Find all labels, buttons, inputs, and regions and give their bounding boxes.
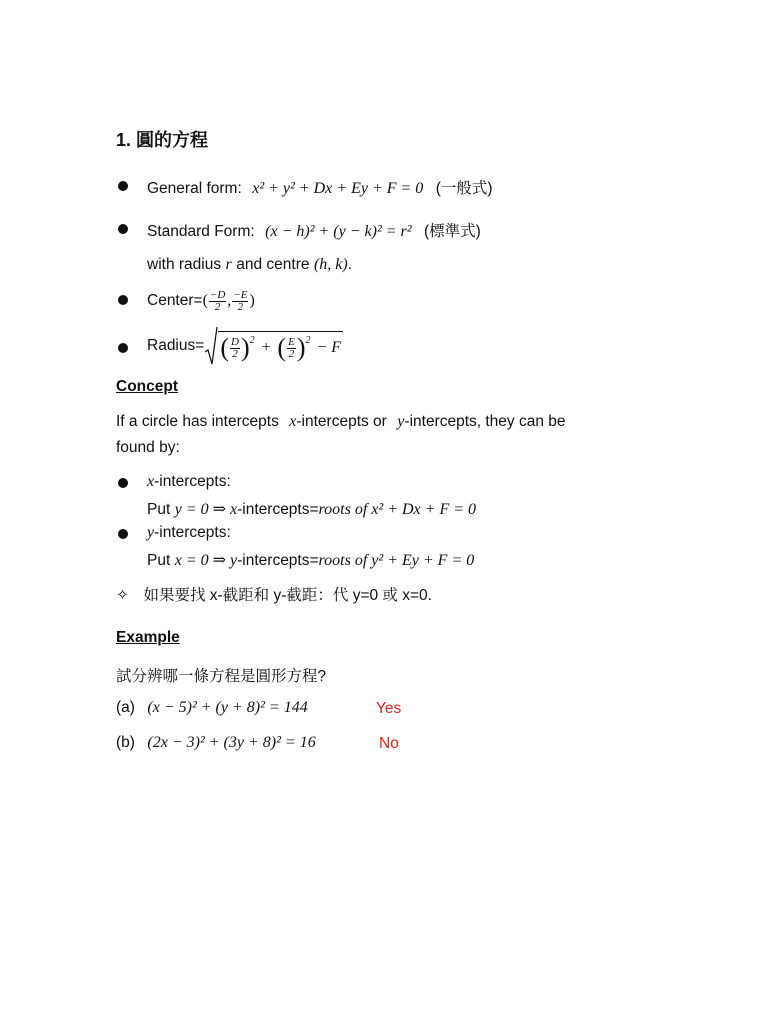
roots-expression: roots of x² + Dx + F = 0 xyxy=(318,501,477,518)
item-answer-a: Yes xyxy=(376,700,402,717)
center-label: Center= xyxy=(147,292,203,309)
standard-form-formula: (x − h)² + (y − k)² = r² xyxy=(265,223,412,240)
radius-centre-line xyxy=(147,256,352,274)
general-form-label: General form: xyxy=(147,180,242,197)
tip-line xyxy=(116,583,432,605)
sqrt-radicand: ( $\frac{D}{2}$ ) $^2$ + ( $\frac{E}{2}$ ) $^2$ − F xyxy=(220,333,342,362)
example-heading: Example xyxy=(116,629,180,646)
concept-text: If a circle has intercepts xyxy=(116,413,279,430)
center-frac-x xyxy=(209,290,226,313)
standard-form-label: Standard Form: xyxy=(147,223,255,240)
y-var: y xyxy=(147,524,155,541)
bullet-icon xyxy=(118,295,128,305)
condition: x = 0 ⇒ y xyxy=(174,552,238,569)
radius-var: r xyxy=(225,256,232,273)
x-var: x xyxy=(147,473,155,490)
sqrt-icon xyxy=(204,326,218,366)
intercept-eq-label: -intercepts= xyxy=(237,501,319,518)
frac-denominator: 2 xyxy=(288,347,295,360)
item-formula: (x − 5)² + (y + 8)² = 144 xyxy=(147,699,308,716)
center-frac-y xyxy=(232,290,248,313)
center-comma: , xyxy=(227,292,232,309)
example-question: 試分辨哪一條方程是圓形方程? xyxy=(116,668,327,685)
radius-frac-d xyxy=(230,337,240,360)
bullet-icon xyxy=(118,529,128,539)
item-formula: (2x − 3)² + (3y + 8)² = 16 xyxy=(147,734,316,751)
exponent: 2 xyxy=(249,335,255,346)
condition: y = 0 ⇒ x xyxy=(174,501,238,518)
roots-expression: roots of y² + Ey + F = 0 xyxy=(318,552,475,569)
frac-numerator: E xyxy=(288,335,295,348)
center-line xyxy=(147,285,255,317)
minus-f: − F xyxy=(316,339,342,356)
example-item-b xyxy=(116,734,316,752)
section-title: 1. 圓的方程 xyxy=(116,130,209,150)
bullet-icon xyxy=(118,181,128,191)
center-close-paren: ) xyxy=(249,292,255,309)
frac-denominator: 2 xyxy=(237,300,244,313)
item-label: (b) xyxy=(116,734,135,751)
frac-denominator: 2 xyxy=(232,347,238,360)
x-var: x xyxy=(289,413,297,430)
general-form-line xyxy=(147,176,493,198)
concept-text: -intercepts, they can be xyxy=(404,413,566,430)
standard-form-note: (標準式) xyxy=(424,223,481,240)
standard-form-line xyxy=(147,219,481,241)
frac-numerator: D xyxy=(230,335,239,348)
general-form-note: (一般式) xyxy=(435,180,493,197)
intercept-eq-label: -intercepts= xyxy=(237,552,319,569)
concept-line-2: found by: xyxy=(116,439,180,456)
sparkle-icon: ✧ xyxy=(116,586,129,604)
put-text: Put xyxy=(147,501,171,518)
period: . xyxy=(347,256,353,273)
example-item-a xyxy=(116,699,308,717)
general-form-formula: x² + y² + Dx + Ey + F = 0 xyxy=(252,180,424,197)
centre-var: (h, k) xyxy=(313,256,348,273)
center-open-paren: ( xyxy=(202,292,208,309)
concept-heading: Concept xyxy=(116,378,178,395)
intercept-label: -intercepts: xyxy=(154,524,231,541)
x-intercepts-formula-line xyxy=(147,499,476,519)
y-intercepts-label-line xyxy=(147,524,231,542)
concept-text: -intercepts or xyxy=(296,413,387,430)
radius-label: Radius= xyxy=(147,337,205,354)
frac-numerator: −D xyxy=(209,288,226,301)
sqrt-expression xyxy=(204,326,343,366)
radius-frac-e xyxy=(287,337,296,360)
exponent: 2 xyxy=(305,335,311,346)
put-text: Put xyxy=(147,552,171,569)
radius-prefix: with radius xyxy=(147,256,222,273)
item-label: (a) xyxy=(116,699,135,716)
frac-denominator: 2 xyxy=(214,300,221,313)
centre-text: and centre xyxy=(236,256,310,273)
x-intercepts-label-line xyxy=(147,473,231,491)
tip-text: 如果要找 x-截距和 y-截距：代 y=0 或 x=0. xyxy=(143,587,432,604)
intercept-label: -intercepts: xyxy=(154,473,231,490)
bullet-icon xyxy=(118,343,128,353)
y-intercepts-formula-line xyxy=(147,550,474,570)
bullet-icon xyxy=(118,478,128,488)
plus-sign: + xyxy=(260,339,272,356)
bullet-icon xyxy=(118,224,128,234)
y-var: y xyxy=(397,413,405,430)
concept-line-1 xyxy=(116,413,566,431)
frac-numerator: −E xyxy=(233,288,248,301)
item-answer-b: No xyxy=(379,735,399,752)
radius-line xyxy=(147,324,343,368)
